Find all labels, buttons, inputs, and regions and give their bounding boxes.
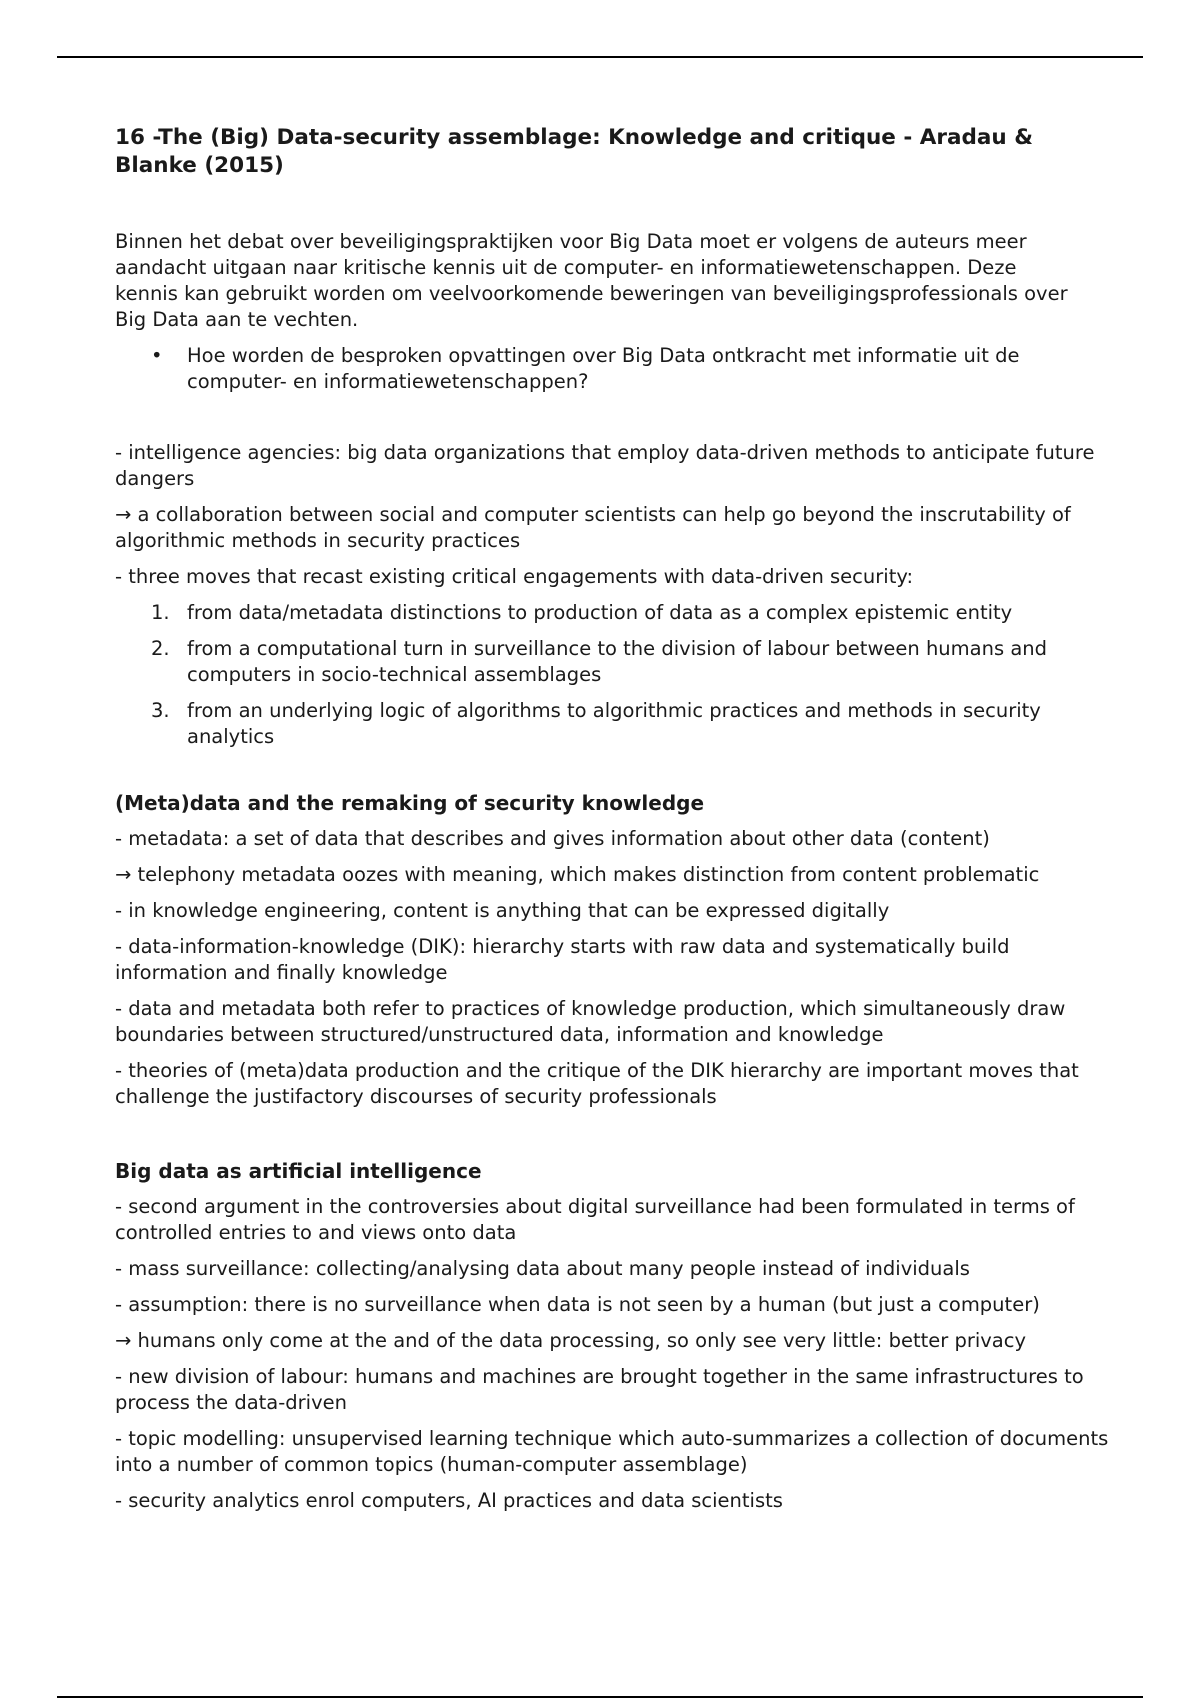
bullet-marker: •: [151, 344, 163, 367]
note-line: → a collaboration between social and computer scientists can help go beyond the inscrutability of algorithmic methods in security practices: [115, 503, 1071, 552]
list-item-text: from data/metadata distinctions to production of data as a complex epistemic entity: [187, 601, 1013, 624]
question-text: Hoe worden de besproken opvattingen over Big Data ontkracht met informatie uit de computer- en informatiewetenschappen?: [187, 344, 1020, 393]
moves-list-item: [151, 600, 1115, 626]
section-line: - assumption: there is no surveillance when data is not seen by a human (but just a computer): [115, 1293, 1040, 1316]
question-list: [115, 343, 1115, 395]
section-line: - theories of (meta)data production and the critique of the DIK hierarchy are important moves that challenge the justifactory discourses of security professionals: [115, 1059, 1079, 1108]
section-line: - security analytics enrol computers, AI practices and data scientists: [115, 1489, 783, 1512]
section-heading-metadata: (Meta)data and the remaking of security knowledge: [115, 791, 705, 815]
section-line: → telephony metadata oozes with meaning, which makes distinction from content problematic: [115, 863, 1040, 886]
note-line: - three moves that recast existing critical engagements with data-driven security:: [115, 565, 914, 588]
section-heading-ai: Big data as artificial intelligence: [115, 1159, 482, 1183]
list-item-text: from an underlying logic of algorithms to algorithmic practices and methods in security analytics: [187, 699, 1041, 748]
moves-list-item: [151, 698, 1115, 750]
section-line: - second argument in the controversies about digital surveillance had been formulated in terms of controlled entries to and views onto data: [115, 1195, 1075, 1244]
intro-paragraph: Binnen het debat over beveiligingspraktijken voor Big Data moet er volgens de auteurs meer aandacht uitgaan naar kritische kennis uit de computer- en informatiewetenschappen. Deze kennis kan gebruikt worden om veelvoorkomende beweringen van beveiligingsprofessionals over Big Data aan te vechten.: [115, 230, 1068, 331]
list-number: 2.: [151, 637, 170, 660]
section-line: - new division of labour: humans and machines are brought together in the same infrastructures to process the data-driven: [115, 1365, 1084, 1414]
section-line: - mass surveillance: collecting/analysing data about many people instead of individuals: [115, 1257, 970, 1280]
note-line: - intelligence agencies: big data organizations that employ data-driven methods to anticipate future dangers: [115, 441, 1095, 490]
moves-list: [115, 600, 1115, 750]
section-line: - metadata: a set of data that describes and gives information about other data (content): [115, 827, 990, 850]
section-line: - topic modelling: unsupervised learning technique which auto-summarizes a collection of documents into a number of common topics (human-computer assemblage): [115, 1427, 1109, 1476]
list-item-text: from a computational turn in surveillance to the division of labour between humans and computers in socio-technical assemblages: [187, 637, 1048, 686]
list-number: 3.: [151, 699, 170, 722]
section-line: - data and metadata both refer to practices of knowledge production, which simultaneously draw boundaries between structured/unstructured data, information and knowledge: [115, 997, 1066, 1046]
section-line: - in knowledge engineering, content is anything that can be expressed digitally: [115, 899, 890, 922]
moves-list-item: [151, 636, 1115, 688]
document-title: 16 -The (Big) Data-security assemblage: Knowledge and critique - Aradau & Blanke (2015): [115, 125, 1033, 178]
document-page: [115, 124, 1115, 1514]
section-line: → humans only come at the and of the data processing, so only see very little: better privacy: [115, 1329, 1027, 1352]
question-item: [151, 343, 1115, 395]
top-rule: [57, 56, 1143, 58]
bottom-rule: [57, 1696, 1143, 1698]
list-number: 1.: [151, 601, 170, 624]
section-line: - data-information-knowledge (DIK): hierarchy starts with raw data and systematically build information and finally knowledge: [115, 935, 1010, 984]
